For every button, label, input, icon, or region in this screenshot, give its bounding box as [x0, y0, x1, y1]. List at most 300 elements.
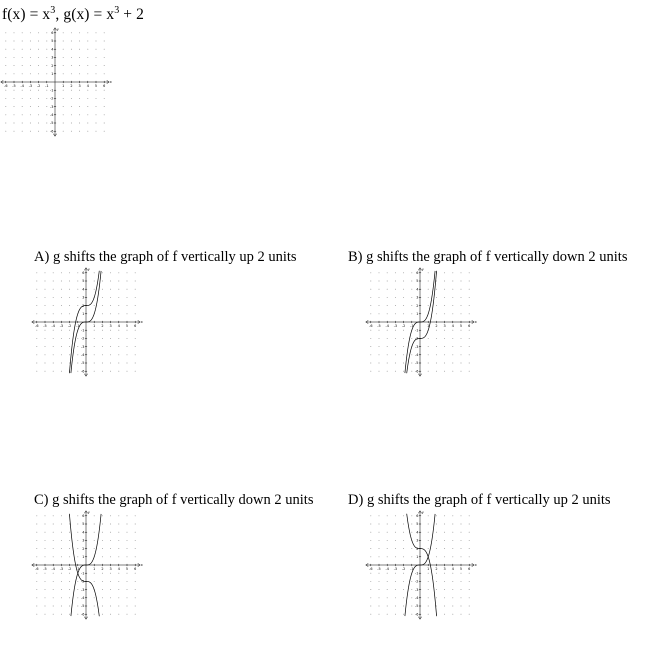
choice-d[interactable]	[348, 492, 611, 509]
grid-dot	[118, 272, 119, 273]
y-tick-label: 1	[82, 555, 85, 559]
grid-dot	[36, 338, 37, 339]
grid-dot	[38, 41, 39, 42]
grid-dot	[110, 313, 111, 314]
grid-dot	[96, 114, 97, 115]
grid-dot	[53, 532, 54, 533]
grid-dot	[71, 73, 72, 74]
grid-dot	[379, 614, 380, 615]
grid-dot	[102, 515, 103, 516]
grid-dot	[36, 540, 37, 541]
grid-dot	[63, 41, 64, 42]
grid-dot	[411, 524, 412, 525]
grid-dot	[61, 363, 62, 364]
grid-dot	[387, 573, 388, 574]
grid-dot	[79, 123, 80, 124]
grid-dot	[452, 371, 453, 372]
grid-dot	[370, 573, 371, 574]
grid-dot	[46, 32, 47, 33]
grid-dot	[127, 515, 128, 516]
grid-dot	[30, 41, 31, 42]
grid-dot	[127, 548, 128, 549]
grid-dot	[63, 114, 64, 115]
grid-dot	[461, 305, 462, 306]
grid-dot	[118, 371, 119, 372]
grid-dot	[77, 371, 78, 372]
grid-dot	[77, 597, 78, 598]
grid-dot	[104, 41, 105, 42]
x-axis-label: x	[140, 320, 143, 325]
grid-dot	[61, 281, 62, 282]
grid-dot	[61, 338, 62, 339]
grid-dot	[79, 32, 80, 33]
grid-dot	[53, 515, 54, 516]
grid-dot	[387, 330, 388, 331]
grid-dot	[135, 346, 136, 347]
grid-dot	[428, 524, 429, 525]
grid-dot	[127, 289, 128, 290]
grid-dot	[87, 73, 88, 74]
grid-dot	[118, 515, 119, 516]
grid-dot	[61, 313, 62, 314]
grid-dot	[452, 363, 453, 364]
grid-dot	[469, 540, 470, 541]
y-tick-label: 3	[82, 538, 85, 543]
grid-dot	[71, 106, 72, 107]
grid-dot	[461, 540, 462, 541]
grid-dot	[61, 272, 62, 273]
grid-dot	[379, 313, 380, 314]
x-tick-label: 5	[94, 84, 98, 88]
grid-dot	[444, 305, 445, 306]
grid-dot	[71, 32, 72, 33]
grid-dot	[46, 114, 47, 115]
grid-dot	[428, 515, 429, 516]
grid-dot	[428, 589, 429, 590]
grid-dot	[46, 131, 47, 132]
y-tick-label: -4	[81, 596, 85, 600]
grid-dot	[379, 573, 380, 574]
grid-dot	[469, 548, 470, 549]
grid-dot	[118, 548, 119, 549]
x-tick-label: 2	[435, 324, 438, 328]
grid-dot	[444, 606, 445, 607]
grid-dot	[71, 114, 72, 115]
grid-dot	[69, 313, 70, 314]
x-tick-label: 4	[86, 84, 89, 88]
grid-dot	[411, 305, 412, 306]
x-tick-label: -6	[35, 567, 39, 571]
grid-dot	[63, 32, 64, 33]
grid-dot	[403, 573, 404, 574]
grid-dot	[36, 297, 37, 298]
g-definition: g(x) = x	[63, 6, 115, 23]
grid-dot	[61, 606, 62, 607]
grid-dot	[387, 346, 388, 347]
grid-dot	[469, 573, 470, 574]
grid-dot	[135, 338, 136, 339]
grid-dot	[30, 49, 31, 50]
x-tick-label: 3	[109, 324, 112, 328]
grid-dot	[63, 98, 64, 99]
grid-dot	[69, 581, 70, 582]
grid-dot	[428, 338, 429, 339]
grid-dot	[118, 281, 119, 282]
x-tick-label: -1	[76, 567, 80, 571]
grid-dot	[5, 65, 6, 66]
x-tick-label: -6	[4, 84, 8, 88]
grid-dot	[53, 338, 54, 339]
grid-dot	[61, 330, 62, 331]
grid-dot	[370, 363, 371, 364]
y-tick-label: -1	[415, 328, 419, 333]
grid-dot	[77, 272, 78, 273]
g-constant: + 2	[119, 6, 144, 23]
grid-dot	[469, 532, 470, 533]
y-axis-label: y	[87, 510, 90, 515]
grid-dot	[127, 354, 128, 355]
grid-dot	[5, 90, 6, 91]
choice-d-text: g shifts the graph of f vertically up 2 units	[366, 492, 611, 508]
y-tick-label: -3	[81, 587, 85, 592]
grid-dot	[102, 532, 103, 533]
grid-dot	[461, 524, 462, 525]
grid-dot	[69, 532, 70, 533]
grid-dot	[370, 532, 371, 533]
grid-dot	[102, 573, 103, 574]
grid-dot	[403, 313, 404, 314]
grid-dot	[87, 32, 88, 33]
grid-dot	[387, 540, 388, 541]
grid-dot	[436, 556, 437, 557]
grid-dot	[395, 338, 396, 339]
x-tick-label: 5	[125, 567, 129, 571]
grid-dot	[469, 614, 470, 615]
grid-dot	[411, 281, 412, 282]
x-axis-label: x	[474, 563, 477, 568]
grid-dot	[102, 272, 103, 273]
choice-b[interactable]	[348, 249, 627, 266]
grid-dot	[94, 597, 95, 598]
y-tick-label: 1	[416, 312, 419, 316]
grid-dot	[102, 313, 103, 314]
x-tick-label: 2	[70, 84, 73, 88]
grid-dot	[379, 515, 380, 516]
grid-dot	[135, 606, 136, 607]
choice-a-label: A)	[34, 249, 50, 265]
y-tick-label: -6	[81, 369, 85, 374]
grid-dot	[63, 131, 64, 132]
choice-c-label: C)	[34, 492, 49, 508]
question-separator: ,	[55, 6, 64, 23]
grid-dot	[469, 354, 470, 355]
question-coordinate-grid	[0, 27, 110, 139]
x-axis-label: x	[140, 563, 143, 568]
grid-dot	[452, 305, 453, 306]
grid-dot	[403, 305, 404, 306]
grid-dot	[461, 313, 462, 314]
grid-dot	[403, 363, 404, 364]
grid-dot	[69, 330, 70, 331]
x-tick-label: 5	[459, 567, 463, 571]
grid-dot	[45, 305, 46, 306]
x-tick-label: -1	[76, 324, 80, 328]
grid-dot	[461, 515, 462, 516]
grid-dot	[53, 297, 54, 298]
grid-dot	[36, 532, 37, 533]
grid-dot	[79, 106, 80, 107]
x-tick-label: 4	[451, 567, 454, 571]
y-tick-label: 1	[416, 555, 419, 559]
grid-dot	[14, 57, 15, 58]
grid-dot	[436, 532, 437, 533]
grid-dot	[36, 524, 37, 525]
choice-b-label: B)	[348, 249, 363, 265]
grid-dot	[38, 131, 39, 132]
grid-dot	[436, 305, 437, 306]
grid-dot	[61, 289, 62, 290]
grid-dot	[127, 297, 128, 298]
grid-dot	[444, 297, 445, 298]
x-tick-label: 3	[78, 84, 81, 88]
grid-dot	[94, 338, 95, 339]
y-tick-label: -4	[81, 353, 85, 357]
grid-dot	[94, 524, 95, 525]
grid-dot	[436, 330, 437, 331]
y-tick-label: -6	[415, 612, 419, 617]
grid-dot	[96, 49, 97, 50]
grid-dot	[94, 532, 95, 533]
grid-dot	[118, 556, 119, 557]
grid-dot	[395, 313, 396, 314]
grid-dot	[46, 106, 47, 107]
grid-dot	[22, 98, 23, 99]
grid-dot	[102, 354, 103, 355]
grid-dot	[53, 548, 54, 549]
grid-dot	[127, 363, 128, 364]
grid-dot	[395, 548, 396, 549]
grid-dot	[370, 581, 371, 582]
grid-dot	[53, 313, 54, 314]
grid-dot	[379, 346, 380, 347]
grid-dot	[411, 614, 412, 615]
grid-dot	[94, 581, 95, 582]
grid-dot	[118, 540, 119, 541]
choice-d-graph	[365, 510, 475, 620]
grid-dot	[87, 123, 88, 124]
grid-dot	[428, 289, 429, 290]
x-tick-label: 5	[125, 324, 129, 328]
grid-dot	[444, 581, 445, 582]
grid-dot	[110, 556, 111, 557]
grid-dot	[102, 330, 103, 331]
grid-dot	[45, 338, 46, 339]
x-tick-label: -1	[410, 567, 414, 571]
grid-dot	[403, 581, 404, 582]
grid-dot	[461, 606, 462, 607]
grid-dot	[461, 354, 462, 355]
grid-dot	[118, 330, 119, 331]
grid-dot	[69, 281, 70, 282]
grid-dot	[110, 532, 111, 533]
grid-dot	[461, 532, 462, 533]
grid-dot	[461, 597, 462, 598]
grid-dot	[36, 581, 37, 582]
grid-dot	[61, 589, 62, 590]
x-tick-label: 3	[109, 567, 112, 571]
grid-dot	[61, 515, 62, 516]
y-tick-label: 2	[416, 546, 419, 551]
grid-dot	[461, 573, 462, 574]
grid-dot	[452, 606, 453, 607]
grid-dot	[96, 90, 97, 91]
grid-dot	[102, 589, 103, 590]
grid-dot	[411, 289, 412, 290]
grid-dot	[387, 297, 388, 298]
grid-dot	[444, 354, 445, 355]
f-exponent: 3	[50, 5, 56, 16]
grid-dot	[110, 540, 111, 541]
grid-dot	[387, 524, 388, 525]
y-tick-label: -5	[81, 604, 85, 609]
grid-dot	[452, 272, 453, 273]
grid-dot	[403, 589, 404, 590]
grid-dot	[444, 346, 445, 347]
grid-dot	[436, 289, 437, 290]
grid-dot	[22, 114, 23, 115]
grid-dot	[53, 573, 54, 574]
y-tick-label: -4	[50, 113, 54, 117]
x-tick-label: 2	[101, 567, 104, 571]
grid-dot	[36, 573, 37, 574]
grid-dot	[102, 540, 103, 541]
grid-dot	[135, 515, 136, 516]
grid-dot	[469, 589, 470, 590]
grid-dot	[403, 371, 404, 372]
grid-dot	[14, 65, 15, 66]
grid-dot	[14, 90, 15, 91]
grid-dot	[387, 272, 388, 273]
grid-dot	[469, 556, 470, 557]
grid-dot	[387, 363, 388, 364]
grid-dot	[469, 305, 470, 306]
grid-dot	[38, 123, 39, 124]
y-tick-label: -6	[50, 129, 54, 134]
grid-dot	[104, 49, 105, 50]
grid-dot	[135, 532, 136, 533]
y-tick-label: 4	[416, 530, 419, 535]
grid-dot	[403, 281, 404, 282]
grid-dot	[102, 581, 103, 582]
grid-dot	[387, 371, 388, 372]
grid-dot	[71, 41, 72, 42]
grid-dot	[46, 98, 47, 99]
grid-dot	[452, 297, 453, 298]
grid-dot	[53, 289, 54, 290]
grid-dot	[127, 589, 128, 590]
grid-dot	[469, 346, 470, 347]
grid-dot	[96, 123, 97, 124]
grid-dot	[411, 606, 412, 607]
x-axis-label: x	[474, 320, 477, 325]
grid-dot	[102, 606, 103, 607]
grid-dot	[69, 305, 70, 306]
grid-dot	[104, 106, 105, 107]
grid-dot	[110, 272, 111, 273]
x-tick-label: -4	[385, 324, 389, 328]
grid-dot	[69, 524, 70, 525]
grid-dot	[436, 540, 437, 541]
grid-dot	[387, 281, 388, 282]
grid-dot	[94, 272, 95, 273]
grid-dot	[36, 272, 37, 273]
y-tick-label: 3	[416, 295, 419, 300]
grid-dot	[53, 272, 54, 273]
grid-dot	[36, 330, 37, 331]
grid-dot	[87, 131, 88, 132]
choice-a[interactable]	[34, 249, 297, 266]
grid-dot	[370, 524, 371, 525]
grid-dot	[22, 57, 23, 58]
grid-dot	[79, 98, 80, 99]
grid-dot	[22, 90, 23, 91]
y-tick-label: 6	[416, 514, 419, 518]
x-tick-label: 1	[93, 567, 96, 571]
y-axis-label: y	[421, 267, 424, 272]
grid-dot	[45, 597, 46, 598]
x-tick-label: -3	[59, 324, 64, 328]
x-tick-label: 1	[93, 324, 96, 328]
grid-dot	[61, 346, 62, 347]
grid-dot	[428, 540, 429, 541]
grid-dot	[110, 289, 111, 290]
grid-dot	[395, 614, 396, 615]
grid-dot	[14, 123, 15, 124]
grid-dot	[38, 57, 39, 58]
grid-dot	[61, 297, 62, 298]
grid-dot	[444, 556, 445, 557]
grid-dot	[61, 614, 62, 615]
grid-dot	[77, 305, 78, 306]
grid-dot	[403, 614, 404, 615]
grid-dot	[53, 346, 54, 347]
choice-c[interactable]	[34, 492, 313, 509]
grid-dot	[469, 330, 470, 331]
grid-dot	[461, 346, 462, 347]
grid-dot	[127, 313, 128, 314]
grid-dot	[77, 556, 78, 557]
x-tick-label: -3	[28, 84, 33, 88]
grid-dot	[444, 272, 445, 273]
grid-dot	[30, 32, 31, 33]
grid-dot	[469, 363, 470, 364]
grid-dot	[45, 581, 46, 582]
grid-dot	[395, 581, 396, 582]
grid-dot	[411, 589, 412, 590]
grid-dot	[387, 289, 388, 290]
grid-dot	[370, 556, 371, 557]
y-tick-label: -1	[50, 88, 54, 93]
grid-dot	[22, 41, 23, 42]
x-tick-label: -4	[385, 567, 389, 571]
grid-dot	[370, 614, 371, 615]
grid-dot	[379, 371, 380, 372]
grid-dot	[127, 597, 128, 598]
grid-dot	[94, 354, 95, 355]
grid-dot	[53, 614, 54, 615]
grid-dot	[428, 354, 429, 355]
grid-dot	[79, 131, 80, 132]
